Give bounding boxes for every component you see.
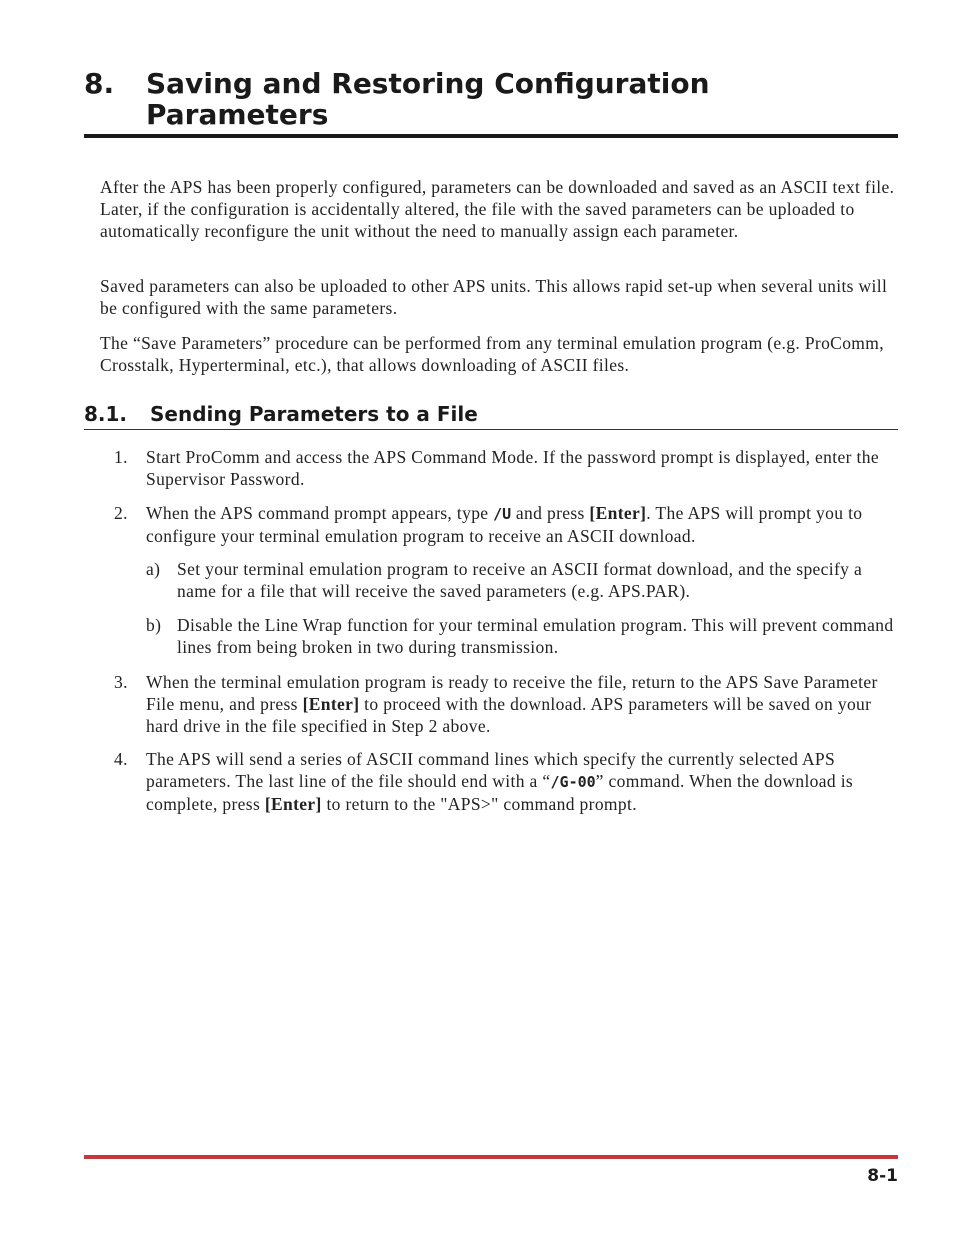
- step-text-part: . The APS will prompt you to configure your terminal emulation program to receive an ASCII download.: [146, 503, 863, 546]
- step-text-part: When the terminal emulation program is ready to receive the file, return to the APS Save Parameter File menu, and press: [146, 672, 878, 714]
- step-text-part: and press: [511, 503, 590, 523]
- intro-paragraph-3: The “Save Parameters” procedure can be performed from any terminal emulation program (e.g. ProComm, Crosstalk, Hyperterminal, etc.), that allows downloading of ASCII files.: [100, 333, 884, 375]
- chapter-number: 8.: [84, 67, 115, 100]
- step-marker: 4.: [114, 749, 128, 769]
- step-text: [146, 748, 896, 815]
- step-text-part: ” command. When the download is complete, press: [146, 771, 854, 814]
- section-rule: [84, 429, 898, 430]
- substep-text: Disable the Line Wrap function for your terminal emulation program. This will prevent command lines from being broken in two during transmission.: [177, 615, 894, 657]
- step-text-part: to return to the "APS>" command prompt.: [321, 794, 637, 814]
- step-text-part: The APS will send a series of ASCII command lines which specify the currently selected APS parameters. The last line of the file should end with a “: [146, 749, 836, 791]
- enter-key: [Enter]: [589, 503, 647, 523]
- substep-text: Set your terminal emulation program to receive an ASCII format download, and the specify a name for a file that will receive the saved parameters (e.g. APS.PAR).: [177, 559, 863, 601]
- section-number: 8.1.: [84, 402, 128, 426]
- command-code: /G-00: [550, 773, 596, 791]
- step-text: [146, 671, 896, 737]
- page-number: 8-1: [867, 1166, 898, 1186]
- footer-rule: [84, 1155, 898, 1159]
- command-code: /U: [493, 505, 512, 523]
- step-marker: 1.: [114, 447, 128, 467]
- intro-paragraph-1: After the APS has been properly configured, parameters can be downloaded and saved as an ASCII text file. Later, if the configuration is accidentally altered, the file with the saved parameters can be uploaded to automatically reconfigure the unit without the need to manually assign each parameter.: [100, 177, 895, 241]
- substep-marker: a): [146, 559, 161, 579]
- step-text: [146, 502, 896, 547]
- step-text: Start ProComm and access the APS Command Mode. If the password prompt is displayed, enter the Supervisor Password.: [146, 447, 879, 489]
- enter-key: [Enter]: [302, 694, 360, 714]
- step-marker: 2.: [114, 503, 128, 523]
- step-text-part: to proceed with the download. APS parameters will be saved on your hard drive in the file specified in Step 2 above.: [146, 694, 872, 736]
- intro-paragraph-2: Saved parameters can also be uploaded to other APS units. This allows rapid set-up when several units will be configured with the same parameters.: [100, 276, 888, 318]
- step-marker: 3.: [114, 672, 128, 692]
- step-text-part: When the APS command prompt appears, type: [146, 503, 494, 523]
- substep-marker: b): [146, 615, 162, 635]
- section-title: Sending Parameters to a File: [150, 402, 478, 426]
- enter-key: [Enter]: [264, 794, 322, 814]
- chapter-title: Saving and Restoring Configuration Parameters: [146, 67, 710, 131]
- chapter-rule: [84, 134, 898, 138]
